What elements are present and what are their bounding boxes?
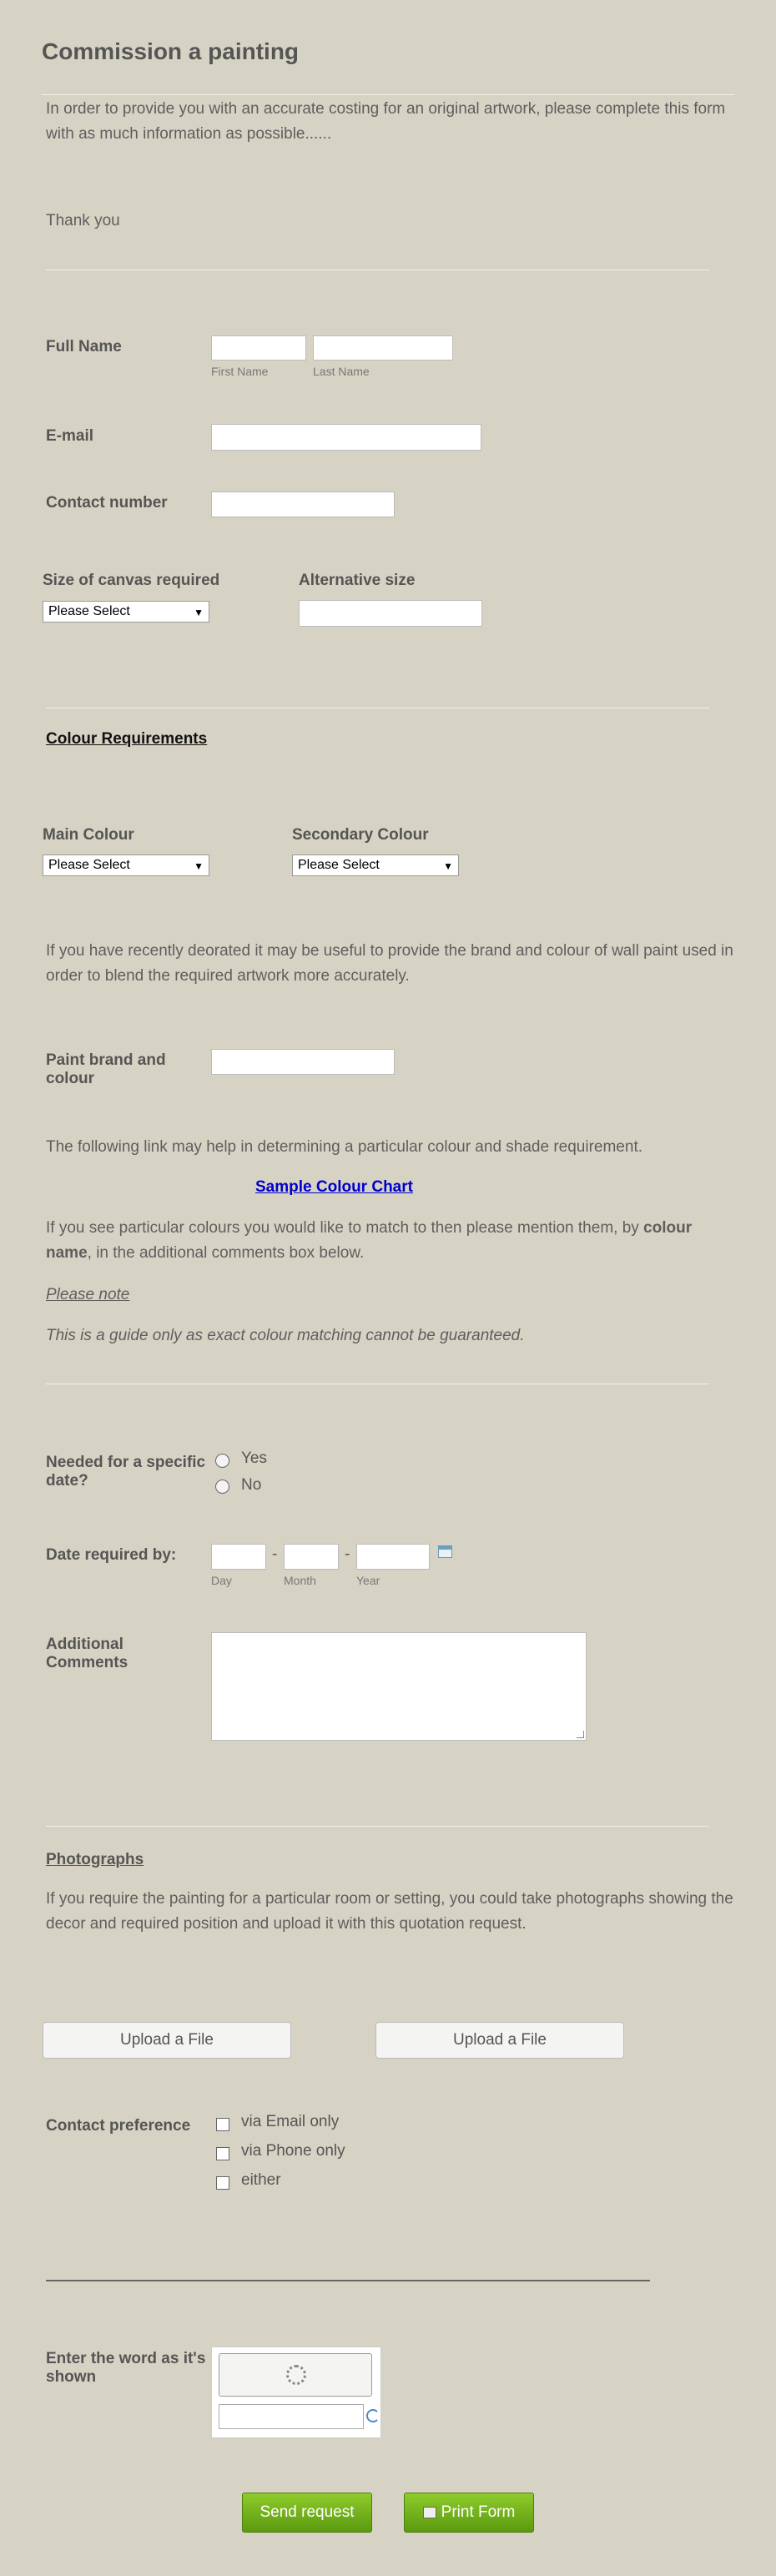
refresh-icon[interactable] [366, 2409, 380, 2422]
divider [42, 94, 734, 95]
needed-yes-label: Yes [241, 1449, 267, 1467]
pref-phone-checkbox[interactable] [216, 2147, 229, 2160]
year-sublabel: Year [356, 1574, 380, 1587]
divider [46, 1826, 709, 1827]
print-form-button[interactable]: Print Form [404, 2493, 534, 2533]
contact-preference-label: Contact preference [46, 2117, 191, 2135]
captcha-box [211, 2347, 381, 2438]
captcha-label: Enter the word as it's shown [46, 2350, 206, 2386]
canvas-size-value: Please Select [48, 604, 130, 618]
main-colour-label: Main Colour [43, 826, 134, 844]
needed-date-label: Needed for a specific date? [46, 1454, 206, 1490]
contact-number-input[interactable] [211, 492, 395, 517]
date-separator: - [345, 1545, 350, 1563]
last-name-input[interactable] [313, 335, 453, 360]
chevron-down-icon: ▼ [194, 860, 204, 872]
secondary-colour-select[interactable] [292, 854, 459, 876]
needed-yes-radio[interactable] [215, 1454, 229, 1468]
pref-email-checkbox[interactable] [216, 2118, 229, 2131]
additional-comments-label: Additional Comments [46, 1636, 128, 1671]
upload-file-button-2[interactable]: Upload a File [375, 2022, 624, 2059]
email-label: E-mail [46, 427, 94, 445]
main-colour-value: Please Select [48, 858, 130, 872]
alternative-size-input[interactable] [299, 600, 482, 627]
paint-info-text: If you have recently deorated it may be useful to provide the brand and colour of wall paint used in order to blend the required artwork more accurately. [46, 942, 733, 985]
secondary-colour-label: Secondary Colour [292, 826, 429, 844]
paint-brand-label: Paint brand and colour [46, 1051, 166, 1087]
last-name-sublabel: Last Name [313, 365, 370, 378]
pref-either-label: either [241, 2171, 281, 2189]
month-sublabel: Month [284, 1574, 316, 1587]
paint-brand-input[interactable] [211, 1049, 395, 1075]
captcha-input[interactable] [219, 2404, 364, 2429]
colour-guide-note: This is a guide only as exact colour matching cannot be guaranteed. [46, 1327, 525, 1344]
main-colour-select[interactable] [43, 854, 209, 876]
month-input[interactable] [284, 1544, 339, 1570]
secondary-colour-value: Please Select [298, 858, 380, 872]
pref-phone-label: via Phone only [241, 2142, 345, 2160]
resize-handle-icon[interactable] [577, 1731, 584, 1738]
chevron-down-icon: ▼ [194, 607, 204, 618]
needed-no-radio[interactable] [215, 1480, 229, 1494]
thanks-text: Thank you [46, 212, 120, 229]
photographs-text: If you require the painting for a particular room or setting, you could take photographs showing the decor and required position and upload it with this quotation request. [46, 1890, 733, 1933]
please-note-heading: Please note [46, 1286, 130, 1303]
colour-match-text: If you see particular colours you would like to match to then please mention them, by colour name, in the additional comments box below. [46, 1219, 693, 1262]
sample-colour-chart-link[interactable]: Sample Colour Chart [255, 1178, 413, 1196]
canvas-size-label: Size of canvas required [43, 572, 220, 589]
calendar-icon[interactable] [438, 1545, 452, 1558]
photographs-heading: Photographs [46, 1851, 144, 1868]
intro-text-block: In order to provide you with an accurate costing for an original artwork, please complete this form with as much information as possible...... [46, 100, 726, 143]
pref-email-label: via Email only [241, 2113, 340, 2130]
page-title: Commission a painting [42, 38, 300, 64]
needed-no-label: No [241, 1476, 262, 1494]
fullname-label: Full Name [46, 338, 122, 355]
year-input[interactable] [356, 1544, 430, 1570]
upload-file-button-1[interactable]: Upload a File [43, 2022, 291, 2059]
captcha-image [219, 2353, 372, 2397]
printer-icon [423, 2507, 436, 2518]
pref-either-checkbox[interactable] [216, 2176, 229, 2190]
send-request-button[interactable]: Send request [242, 2493, 372, 2533]
day-input[interactable] [211, 1544, 266, 1570]
loading-spinner-icon [286, 2365, 306, 2385]
first-name-input[interactable] [211, 335, 306, 360]
alternative-size-label: Alternative size [299, 572, 416, 589]
day-sublabel: Day [211, 1574, 232, 1587]
colour-link-help: The following link may help in determining a particular colour and shade requirement. [46, 1138, 642, 1156]
chevron-down-icon: ▼ [443, 860, 453, 872]
email-input[interactable] [211, 424, 481, 451]
date-required-label: Date required by: [46, 1546, 177, 1564]
additional-comments-textarea[interactable] [211, 1632, 587, 1741]
first-name-sublabel: First Name [211, 365, 269, 378]
date-separator: - [272, 1545, 278, 1563]
divider [46, 2280, 650, 2281]
contact-number-label: Contact number [46, 494, 168, 512]
colour-requirements-heading: Colour Requirements [46, 730, 208, 748]
canvas-size-select[interactable] [43, 601, 209, 623]
